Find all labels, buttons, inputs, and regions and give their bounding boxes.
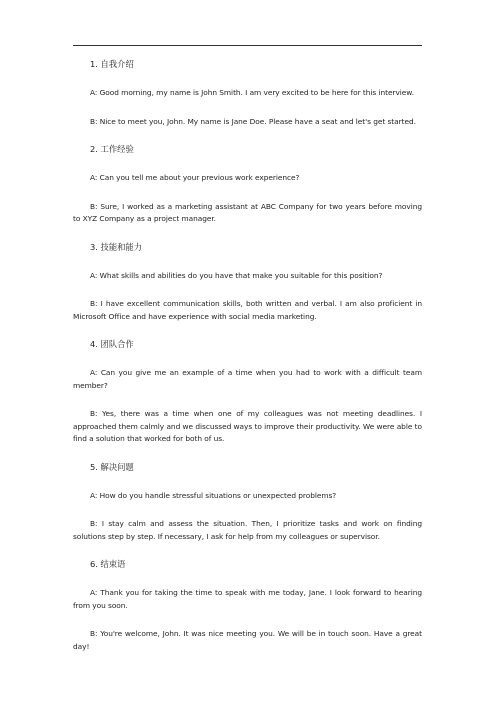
- dialogue-line-b: B: You're welcome, John. It was nice meeting you. We will be in touch soon. Have a great day!: [73, 629, 422, 651]
- dialogue-line-a: A: Can you give me an example of a time when you had to work with a difficult team member?: [73, 368, 422, 390]
- dialogue-line-a: A: What skills and abilities do you have that make you suitable for this position?: [90, 270, 383, 280]
- document-body: [73, 59, 422, 669]
- section-problem-solving: [73, 462, 422, 544]
- section-heading: 6. 结束语: [90, 559, 126, 569]
- section-heading: 2. 工作经验: [90, 144, 134, 154]
- dialogue-line-b: B: Sure, I worked as a marketing assistant at ABC Company for two years before moving to XYZ Company as a project manager.: [73, 201, 422, 223]
- section-work-experience: [73, 144, 422, 226]
- section-skills: [73, 242, 422, 324]
- dialogue-line-b: B: Yes, there was a time when one of my colleagues was not meeting deadlines. I approached them calmly and we discussed ways to improve their productivity. We were able to find a solution that worked for both of us.: [73, 409, 422, 443]
- section-heading: 4. 团队合作: [90, 339, 134, 349]
- section-heading: 5. 解决问题: [90, 461, 134, 472]
- section-heading: 1. 自我介绍: [90, 59, 134, 69]
- dialogue-line-a: A: How do you handle stressful situations or unexpected problems?: [90, 490, 337, 500]
- dialogue-line-b: B: I have excellent communication skills, both written and verbal. I am also proficient in Microsoft Office and have experience with social media marketing.: [73, 299, 422, 321]
- dialogue-line-a: A: Thank you for taking the time to speak with me today, Jane. I look forward to hearing from you soon.: [73, 588, 422, 610]
- dialogue-line-b: B: Nice to meet you, John. My name is Jane Doe. Please have a seat and let's get started.: [90, 116, 416, 126]
- dialogue-line-a: A: Can you tell me about your previous work experience?: [90, 173, 300, 182]
- header-rule: [73, 45, 422, 46]
- dialogue-line-a: A: Good morning, my name is John Smith. I am very excited to be here for this interview.: [90, 88, 414, 97]
- section-closing: [73, 559, 422, 653]
- section-heading: 3. 技能和能力: [90, 241, 143, 252]
- section-teamwork: [73, 339, 422, 446]
- section-introduction: [73, 59, 422, 128]
- dialogue-line-b: B: I stay calm and assess the situation. Then, I prioritize tasks and work on finding solutions step by step. If necessary, I ask for help from my colleagues or supervisor.: [73, 519, 422, 541]
